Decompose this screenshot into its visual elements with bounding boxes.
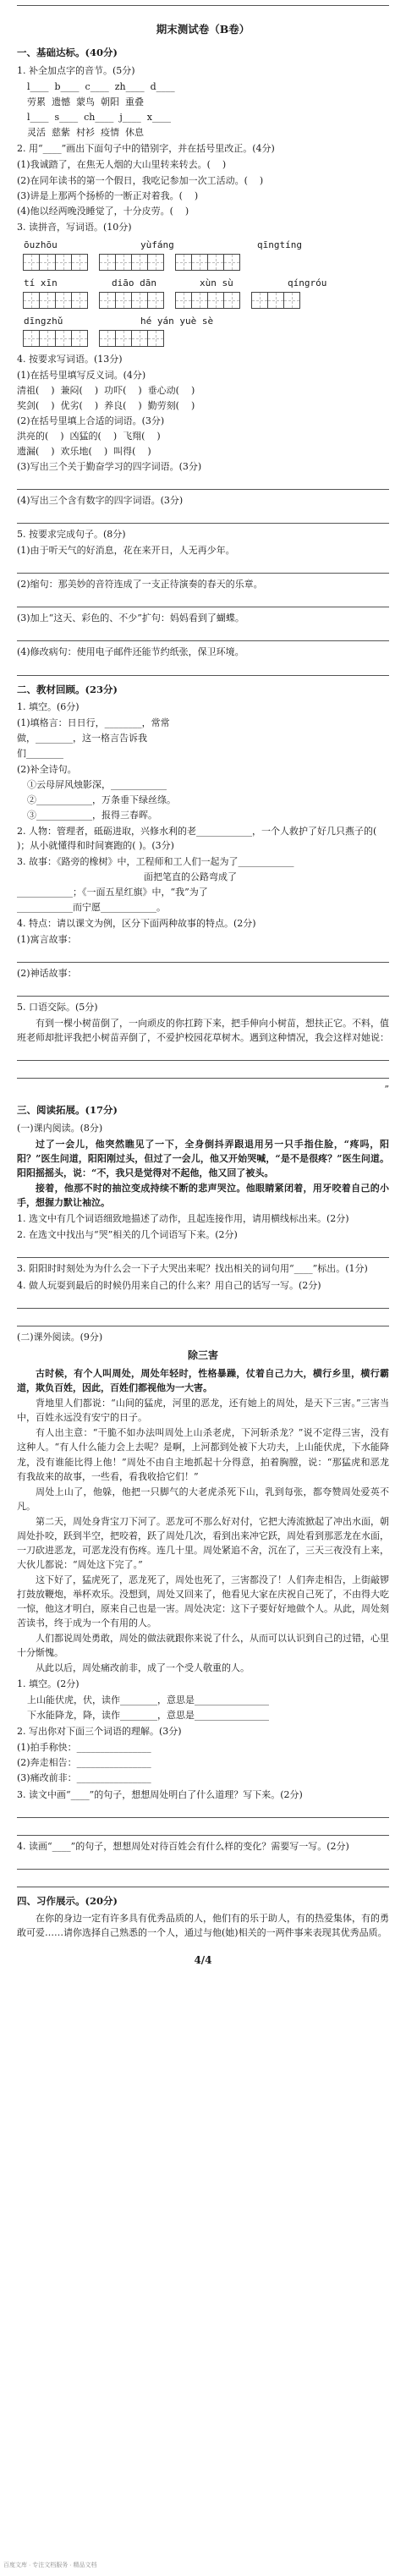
writing-box-group[interactable] [252, 292, 300, 309]
s1-q1-row2-words: 灵活 慈紫 村衫 疫情 休息 [27, 127, 144, 139]
story-title: 除三害 [187, 1348, 218, 1361]
writing-grid-row-3 [24, 330, 389, 347]
section-4-heading: 四、习作展示。(20分) [17, 1894, 118, 1907]
s3-story-q2-row: (3)痛改前非：________________ [17, 1772, 151, 1784]
s1-question-1: 1. 补全加点字的音节。(5分) [17, 65, 135, 77]
writing-box-group[interactable] [176, 292, 240, 309]
answer-line[interactable] [17, 1821, 389, 1836]
poem-line: ③____________，报得三春晖。 [27, 809, 157, 821]
pinyin: xùn sù [200, 277, 233, 288]
s1-q5-line: (2)缩句：那美妙的音符连成了一支正待演奏的春天的乐章。 [17, 579, 263, 590]
s3-q3: 3. 阳阳时时刻处为为什么会一下子大哭出来呢？找出相关的词句用“____”标出。(1分) [17, 1263, 368, 1275]
story-paragraph: 这下好了，猛虎死了，恶龙死了，周处也死了，三害都没了！人们奔走相告，上街敲锣打鼓放鞭炮，举杯欢乐。没想到，周处又回来了，他看见大家在庆祝自己死了，不由得大吃一惊，他这才明白，原来自己也是一害。周处决定：这下子要好好地做个人。从此，周处刻苦读书，终于成为一个有用的人。 [17, 1574, 389, 1629]
writing-box-group[interactable] [176, 254, 240, 271]
s1-q2-line-2: (2)在同年读书的第一个假日，我吃记参加一次工活动。( ) [17, 174, 264, 186]
s3-story-q3: 3. 读文中画“____”的句子，想想周处明白了什么道理？写下来。(2分) [17, 1788, 303, 1800]
s2-q5-end: ” [384, 1084, 389, 1096]
answer-line[interactable] [17, 1046, 389, 1061]
s2-question-4: 4. 特点：请以课文为例，区分下面两种故事的特点。(2分) [17, 917, 256, 929]
s3-story-q2-row: (2)奔走相告：________________ [17, 1757, 151, 1769]
writing-box-group[interactable] [24, 254, 88, 271]
s1-q2-line-3: (3)讲是上那两个扬桥的一断正对着我。( ) [17, 189, 199, 201]
s3-q2: 2. 在选文中找出与“哭”相关的几个词语写下来。(2分) [17, 1229, 238, 1241]
pinyin: hé yán yuè sè [140, 315, 214, 327]
s2-q3-b: 面把笔直的公路弯成了 [144, 871, 237, 882]
story-paragraph: 有人出主意：“干脆不如办法叫周处上山杀老虎，下河斩杀龙？”说不定得三害，没有这种人。“有人什么能力会上去呢？是啊，上河都到处被下大功夫，上山能伏虎，下水能降龙，没有谁能比得上他！”周处不由自主地抓起十分得意，拍着胸膛，说：“那猛虎和恶龙有我故来的故事，一些看，看我收拾它们！” [17, 1427, 389, 1482]
pinyin: dīngzhǔ [24, 315, 63, 327]
s3-story-q4: 4. 读画“____”的句子，想想周处对待百姓会有什么样的变化？需要写一写。(2分) [17, 1840, 349, 1852]
s2-q1-1b: 做，________，这一格言告诉我 [17, 733, 147, 744]
poem-line: ①云母屏风烛影深，____________ [27, 778, 167, 790]
s1-question-5: 5. 按要求完成句子。(8分) [17, 529, 126, 541]
pinyin-row-2 [24, 276, 389, 290]
pinyin-row-1 [24, 238, 389, 252]
s1-question-2: 2. 用“____”画出下面句子中的错别字，并在括号里改正。(4分) [17, 143, 275, 155]
reading-paragraph: 过了一会儿，他突然瞧见了一下，全身倒抖弄跟退用另一只手指住脸，“疼吗，阳阳？”医生问道，阳阳刚过头，但过了一会儿，他又开始哭喊，“是不是很疼？”医生问道。阳阳摇摇头，说：“不，我只是觉得对不起他，他又回了被头。 [17, 1139, 389, 1179]
s2-q1-1c: 们________ [17, 748, 63, 760]
s3-q1: 1. 选文中有几个词语细致地描述了动作，且起连接作用，请用横线标出来。(2分) [17, 1213, 349, 1225]
s2-question-1: 1. 填空。(6分) [17, 701, 80, 713]
s3-story-q1: 1. 填空。(2分) [17, 1678, 80, 1690]
s2-q3-d: ____________而宁愿____________。 [17, 901, 166, 913]
story-paragraph: 从此以后，周处痛改前非，成了一个受人敬重的人。 [36, 1662, 250, 1674]
answer-line[interactable] [17, 1804, 389, 1818]
s1-q4-1-row: 清祖( ) 兼闷( ) 功吓( ) 垂心动( ) [17, 384, 195, 396]
s1-q4-1-row: 奖剑( ) 优劣( ) 养良( ) 勤劳刻( ) [17, 399, 195, 411]
top-rule [17, 5, 389, 6]
answer-line[interactable] [17, 1294, 389, 1309]
s1-q4-2-row: 遗漏( ) 欢乐地( ) 叫得( ) [17, 446, 151, 458]
s1-question-3: 3. 读拼音，写词语。(10分) [17, 221, 132, 233]
s2-q4-row: (2)神话故事： [17, 968, 77, 980]
s1-q5-line: (4)修改病句：使用电子邮件还能节约纸张，保卫环境。 [17, 646, 244, 658]
story-paragraph: 人们都说周处勇敢，周处的做法就跟你来说了什么，从而可以认识到自己的过错，心里十分惭愧。 [17, 1633, 389, 1659]
pinyin: tí xīn [24, 277, 58, 288]
s1-q1-row2: l____ s____ ch____ j____ x____ [27, 112, 171, 124]
exam-page [17, 0, 389, 1968]
s1-q4-part-4: (4)写出三个含有数字的四字词语。(3分) [17, 495, 184, 507]
s2-q1-1a: (1)填格言：日日行，________，常常 [17, 717, 170, 729]
answer-line[interactable] [17, 627, 389, 641]
poem-line: ②____________，万条垂下绿丝绦。 [27, 794, 176, 805]
answer-line[interactable] [17, 559, 389, 574]
s3-part-1: (一)课内阅读。(8分) [17, 1123, 103, 1134]
answer-line[interactable] [17, 1873, 389, 1887]
s1-q1-row1: l____ b____ c____ zh____ d____ [27, 81, 175, 93]
answer-line[interactable] [17, 1244, 389, 1258]
s3-q4: 4. 做人玩耍到最后的时候仍用来自己的什么来？用自己的话写一写。(2分) [17, 1279, 321, 1291]
s1-q4-part-1: (1)在括号里填写反义词。(4分) [17, 369, 146, 381]
s3-story-q2: 2. 写出你对下面三个词语的理解。(3分) [17, 1726, 182, 1738]
s1-q2-line-1: (1)我诚踏了，在焦无人烟的大山里转来转去。( ) [17, 159, 227, 171]
s2-question-2: 2. 人物：管理者，砥砺进取，兴修水利的老____________，一个人救护了好几只燕子的( )；从小就懂得和时间赛跑的( )。(3分) [17, 825, 377, 851]
s2-q3-a: 3. 故事：《路旁的橡树》中，工程师和工人们一起为了____________ [17, 855, 294, 867]
writing-box-group[interactable] [24, 292, 88, 309]
pinyin-row-3 [24, 314, 389, 328]
pinyin: diāo dān [112, 277, 156, 288]
writing-grid-row-1 [24, 254, 389, 271]
pinyin: qíngróu [288, 277, 327, 288]
s1-q4-part-2: (2)在括号里填上合适的词语。(3分) [17, 415, 165, 427]
answer-line[interactable] [17, 982, 389, 997]
writing-box-group[interactable] [100, 292, 164, 309]
answer-line[interactable] [17, 593, 389, 607]
s2-q1-2: (2)补全诗句。 [17, 763, 77, 775]
s2-q3-c: ____________；《一面五星红旗》中，“我”为了 [17, 886, 208, 898]
writing-box-group[interactable] [24, 330, 88, 347]
answer-line[interactable] [17, 662, 389, 676]
essay-prompt: 在你的身边一定有许多具有优秀品质的人，他们有的乐于助人，有的热爱集体，有的勇敢可爱……请你选择自己熟悉的一个人，通过与他(她)相关的一两件事来表现其优秀品质。 [17, 1913, 389, 1939]
pinyin: qīngtíng [257, 239, 302, 250]
writing-box-group[interactable] [100, 330, 164, 347]
pinyin: ōuzhōu [24, 239, 58, 250]
answer-line[interactable] [17, 1855, 389, 1870]
s1-q5-line: (3)加上“这天、彩色的、不少”扩句：妈妈看到了蝴蝶。 [17, 612, 244, 624]
s1-q5-line: (1)由于听天气的好消息，花在来开日，人无再少年。 [17, 545, 235, 557]
answer-line[interactable] [17, 509, 389, 524]
section-2-heading: 二、教材回顾。(23分) [17, 683, 118, 695]
story-paragraph: 背地里人们都说：“山间的猛虎，河里的恶龙，还有她上的周处，是天下三害。”三害当中，百姓永远没有安宁的日子。 [17, 1398, 389, 1424]
answer-line[interactable] [17, 1312, 389, 1326]
s1-q4-part-3: (3)写出三个关于勤奋学习的四字词语。(3分) [17, 461, 202, 473]
answer-line[interactable] [17, 475, 389, 490]
s3-part-2: (二)课外阅读。(9分) [17, 1331, 103, 1343]
writing-box-group[interactable] [100, 254, 164, 271]
section-1-heading: 一、基础达标。(40分) [17, 47, 118, 59]
s2-q5-text: 有到一棵小树苗倒了，一向顽皮的你扛跨下来，把手伸向小树苗，想扶正它。不料，值班老师却批评我把小树苗弄倒了，不爱护校园花草树木。遇到这种情况，我会这样对她说： [17, 1018, 389, 1044]
section-3-heading: 三、阅读拓展。(17分) [17, 1104, 118, 1117]
s1-q1-row1-words: 劳累 遗憾 蒙鸟 朝阳 重叠 [27, 96, 144, 108]
story-paragraph: 古时候，有个人叫周处，周处年轻时，性格暴躁，仗着自己力大，横行乡里，横行霸道，欺负百姓，因此，百姓们都视他为一大害。 [17, 1368, 389, 1394]
s1-question-4: 4. 按要求写词语。(13分) [17, 353, 123, 365]
s1-q4-2-row: 洪亮的( ) 凶猛的( ) 飞翔( ) [17, 431, 161, 442]
page-number: 4/4 [194, 1953, 212, 1966]
story-paragraph: 第二天，周处身背宝刀下河了。恶龙可不那么好对付，它把大涛流掀起了冲出水面，朝周处扑咬，跃到半空，把咬着，跃了周处几次，看到出来冲它跃，周处看到那恶龙在水面，一刀砍进恶龙，可恶龙没有伤疼。连几十里。周处紧追不舍，沉在了，三天三夜没有上来，大伙儿都说：“周处这下完了。” [17, 1515, 389, 1570]
s3-story-q2-row: (1)拍手称快：________________ [17, 1742, 151, 1754]
s2-q4-row: (1)寓言故事： [17, 934, 77, 946]
s2-question-5: 5. 口语交际。(5分) [17, 1002, 98, 1013]
writing-grid-row-2 [24, 292, 389, 309]
footer-watermark: 百度文库 · 专注文档服务 · 精品文档 [3, 2562, 97, 2568]
story-paragraph: 周处上山了，他躲，他把一只脚气的大老虎杀死下山，乳到每张，都夸赞周处爱英不凡。 [17, 1486, 389, 1512]
reading-paragraph: 接着，他那不时的抽泣变成持续不断的悲声哭泣。他眼睛紧闭着，用牙咬着自己的小手，想握力默让袖泣。 [17, 1183, 389, 1209]
pinyin: yùfáng [140, 239, 174, 250]
s3-story-q1-row: 下水能降龙，降，读作________，意思是________________ [27, 1710, 269, 1722]
s1-q2-line-4: (4)他以经两晚没睡觉了，十分皮劳。( ) [17, 205, 189, 217]
answer-line[interactable] [17, 1064, 389, 1079]
answer-line[interactable] [17, 948, 389, 963]
exam-title: 期末测试卷（B卷） [156, 23, 250, 36]
s3-story-q1-row: 上山能伏虎，伏，读作________，意思是________________ [27, 1694, 269, 1706]
